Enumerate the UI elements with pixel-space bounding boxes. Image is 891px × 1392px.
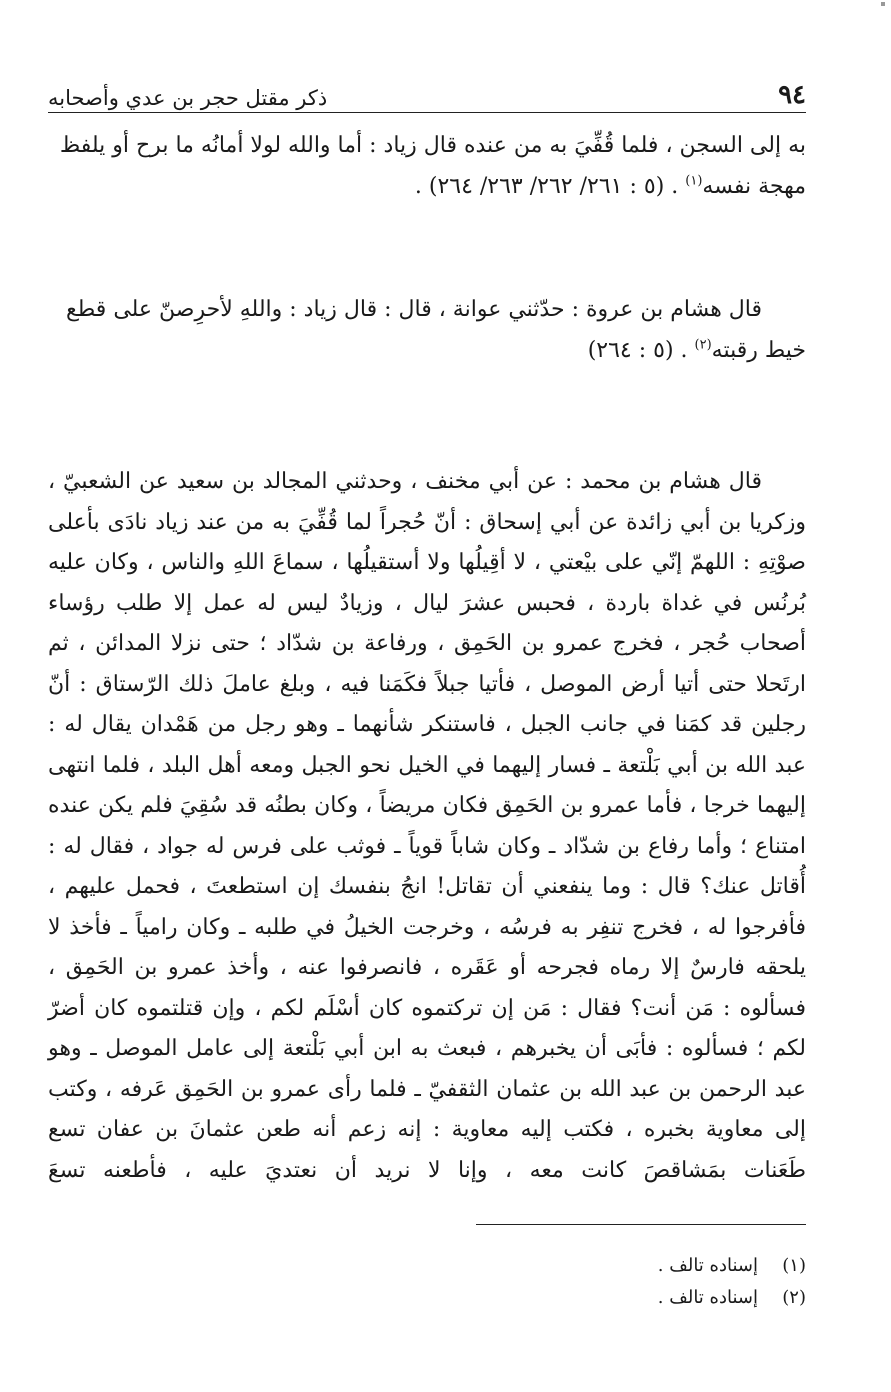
footnote-item	[48, 1282, 806, 1314]
chapter-title: ذكر مقتل حجر بن عدي وأصحابه	[48, 86, 328, 110]
source-citation: . (٥ : ٢٦٤)	[587, 337, 695, 363]
footnote-item	[48, 1250, 806, 1282]
paragraph-line	[48, 331, 806, 372]
paragraph-line: به إلى السجن ، فلما قُفِّيَ به من عنده قال زياد : أما والله لولا أمانُه ما برح أو يلفظ	[59, 133, 806, 158]
paragraph-text: خيط رقبته	[711, 337, 806, 363]
footnote-divider	[476, 1224, 806, 1225]
header-divider	[48, 112, 806, 113]
footnote-number: (٢)	[782, 1287, 806, 1308]
footnote-reference: (٢)	[694, 337, 712, 353]
running-header	[48, 70, 806, 110]
paragraph-text: قال هشام بن محمد : عن أبي مخنف ، وحدثني المجالد بن سعيد عن الشعبيّ ، وزكريا بن أبي زائدة عن أبي إسحاق : أنّ حُجراً لما قُفِّيَ به من عند زياد نادَى بأعلى صوْتِهِ : اللهمّ إنّي على بيْعتي ، لا أقِيلُها ولا أستقيلُها ، سماعَ اللهِ والناس ، وكان عليه بُرنُس في غداة باردة ، فحبس عشرَ ليال ، وزيادٌ ليس له عمل إلا طلب رؤساء أصحاب حُجر ، فخرج عمرو بن الحَمِق ، ورفاعة بن شدّاد ؛ حتى نزلا المدائن ، ثم ارتَحلا حتى أتيا أرض الموصل ، فأتيا جبلاً فكَمَنا فيه ، وبلغ عاملَ ذلك الرّستاق : أنّ رجلين قد كمَنا في جانب الجبل ، فاستنكر شأنهما ـ وهو رجل من هَمْدان يقال له : عبد الله بن أبي بَلْتعة ـ فسار إليهما في الخيل نحو الجبل ومعه أهل البلد ، فلما انتهى إليهما خرجا ، فأما عمرو بن الحَمِق فكان مريضاً ، وكان بطنُه قد سُقِيَ فلم يكن عنده امتناع ؛ وأما رفاع بن شدّاد ـ وكان شاباً قوياً ـ فوثب على فرس له جواد ، فقال له : أُقاتل عنك؟ قال : وما ينفعني أن تقاتل! انجُ بنفسك إن استطعتَ ، فحمل عليهم ، فأفرجوا له ، فخرج تنفِر به فرسُه ، وخرجت الخيلُ في طلبه ـ وكان رامياً ـ فأخذ لا يلحقه فارسٌ إلا رماه فجرحه أو عَقَره ، فانصرفوا عنه ، وأخذ عمرو بن الحَمِق ، فسألوه : مَن أنت؟ فقال : مَن إن تركتموه كان أسْلَم لكم ، وإن قتلتموه كان أضرّ لكم ؛ فسألوه : فأبَى أن يخبرهم ، فبعث به ابن أبي بَلْتعة إلى عامل الموصل ـ وهو عبد الرحمن بن عبد الله بن عثمان الثقفيّ ـ فلما رأى عمرو بن الحَمِق عَرفه ، وكتب إلى معاوية بخبره ، فكتب إليه معاوية : إنه زعم أنه طعن عثمانَ بن عفان تسع طَعَنات بمَشاقصَ كانت معه ، وإنا لا نريد أن نعتديَ عليه ، فأطعنه تسعَ	[48, 469, 806, 1183]
paragraph-3	[48, 462, 806, 1191]
paragraph-line	[48, 167, 806, 208]
book-page	[48, 60, 806, 1380]
footnote-text: إسناده تالف .	[657, 1255, 758, 1276]
footnote-reference: (١)	[685, 173, 703, 189]
paragraph-2	[48, 290, 806, 371]
scan-artifact	[881, 2, 885, 6]
footnote-text: إسناده تالف .	[657, 1287, 758, 1308]
paragraph-1	[48, 126, 806, 207]
page-number: ٩٤	[778, 80, 806, 110]
footnotes	[48, 1250, 806, 1314]
paragraph-line: قال هشام بن عروة : حدّثني عوانة ، قال : قال زياد : واللهِ لأحرِصنّ على قطع	[66, 297, 762, 322]
source-citation: . (٥ : ٢٦١/ ٢٦٢/ ٢٦٣/ ٢٦٤) .	[414, 173, 686, 199]
footnote-number: (١)	[782, 1255, 806, 1276]
paragraph-text: مهجة نفسه	[702, 173, 806, 199]
